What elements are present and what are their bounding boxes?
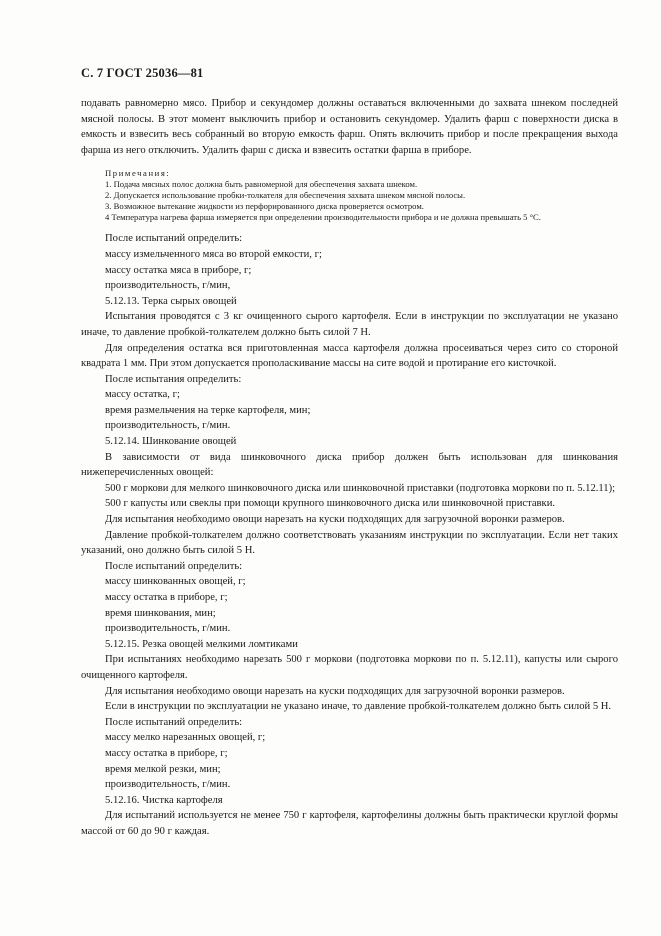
list-item: массу остатка в приборе, г; (105, 747, 228, 759)
document-body (81, 96, 618, 840)
list-item: время размельчения на терке картофеля, мин; (105, 404, 311, 416)
notes-block (81, 168, 618, 222)
list-item: массу мелко нарезанных овощей, г; (105, 732, 266, 744)
paragraph: 500 г капусты или свеклы при помощи крупного шинковочного диска или шинковочной приставки. (105, 498, 556, 510)
section-heading-5-12-16: 5.12.16. Чистка картофеля (105, 794, 223, 806)
section-heading-5-12-15: 5.12.15. Резка овощей мелкими ломтиками (105, 638, 298, 650)
note-1: 1. Подача мясных полос должна быть равномерной для обеспечения захвата шнеком. (105, 179, 418, 190)
section-heading-5-12-13: 5.12.13. Терка сырых овощей (105, 295, 237, 307)
note-3: 3. Возможное вытекание жидкости из перфорированного диска проверяется осмотром. (105, 200, 424, 211)
paragraph: При испытаниях необходимо нарезать 500 г моркови (подготовка моркови по п. 5.12.11), капусты или сырого очищенного картофеля. (81, 654, 618, 681)
list-item: массу шинкованных овощей, г; (105, 576, 246, 588)
paragraph: Испытания проводятся с 3 кг очищенного сырого картофеля. Если в инструкции по эксплуатации не указано иначе, то давление пробкой-толкателем должно быть силой 7 Н. (81, 311, 618, 338)
list-item: массу остатка в приборе, г; (105, 592, 228, 604)
paragraph-intro: подавать равномерно мясо. Прибор и секундомер должны оставаться включенными до захвата шнеком последней мясной полосы. В этот момент выключить прибор и остановить секундомер. Удалить фарш с поверхности диска в емкость и взвесить весь собранный во вторую емкость фарш. Опять включить прибор и после прекращения выхода фарша из него отключить. Удалить фарш с диска и взвесить остатки фарша в приборе. (81, 98, 618, 156)
list-item: производительность, г/мин. (105, 779, 231, 791)
page-header: С. 7 ГОСТ 25036—81 (81, 66, 204, 80)
paragraph: Для испытаний используется не менее 750 г картофеля, картофелины должны быть практически круглой формы массой от 60 до 90 г каждая. (81, 810, 618, 837)
notes-title: Примечания: (105, 168, 171, 179)
determine-heading-1: После испытаний определить: (105, 233, 243, 245)
note-2: 2. Допускается использование пробки-толкателя для обеспечения захвата шнеком мясной полосы. (105, 189, 466, 200)
note-4: 4 Температура нагрева фарша измеряется при определении производительности прибора и не должна превышать 5 °С. (105, 211, 541, 222)
list-item: производительность, г/мин, (105, 280, 231, 292)
list-item: время мелкой резки, мин; (105, 763, 221, 775)
section-heading-5-12-14: 5.12.14. Шинкование овощей (105, 436, 237, 448)
list-item: массу измельченного мяса во второй емкости, г; (105, 248, 322, 260)
list-item: время шинкования, мин; (105, 607, 216, 619)
paragraph: Для испытания необходимо овощи нарезать на куски подходящих для загрузочной воронки размеров. (105, 685, 565, 697)
list-item: массу остатка мяса в приборе, г; (105, 264, 252, 276)
paragraph: 500 г моркови для мелкого шинковочного диска или шинковочной приставки (подготовка моркови по п. 5.12.11); (105, 482, 616, 494)
paragraph: Давление пробкой-толкателем должно соответствовать указаниям инструкции по эксплуатации. Если нет таких указаний, оно должно быть силой 5 Н. (81, 529, 618, 557)
determine-heading-4: После испытаний определить: (105, 716, 243, 728)
paragraph: Если в инструкции по эксплуатации не указано иначе, то давление пробкой-толкателем должно быть силой 5 Н. (105, 701, 612, 713)
paragraph: В зависимости от вида шинковочного диска прибор должен быть использован для шинкования нижеперечисленных овощей: (81, 451, 618, 479)
determine-heading-3: После испытаний определить: (105, 560, 243, 572)
determine-heading-2: После испытания определить: (105, 373, 242, 385)
list-item: производительность, г/мин. (105, 623, 231, 635)
list-item: массу остатка, г; (105, 389, 180, 401)
paragraph: Для испытания необходимо овощи нарезать на куски подходящих для загрузочной воронки размеров. (105, 514, 565, 526)
paragraph: Для определения остатка вся приготовленная масса картофеля должна просеиваться через сито со стороной квадрата 1 мм. При этом допускается прополаскивание массы на сите водой и протирание его кисточкой. (81, 342, 618, 370)
list-item: производительность, г/мин. (105, 420, 231, 432)
